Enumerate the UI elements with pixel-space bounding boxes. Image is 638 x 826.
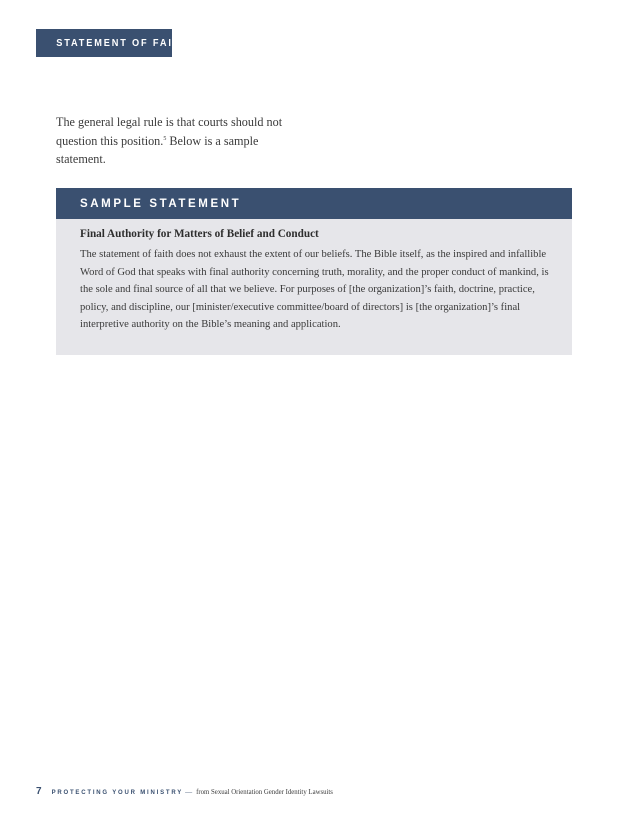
sample-statement-header-label: SAMPLE STATEMENT (80, 197, 242, 210)
footnote-reference[interactable]: 5 (163, 135, 167, 142)
section-tab (36, 29, 189, 57)
footer-subtitle: from Sexual Orientation Gender Identity Lawsuits (196, 789, 333, 796)
sample-statement-text: The statement of faith does not exhaust the extent of our beliefs. The Bible itself, as the inspired and infallible Word of God that speaks with final authority concerning truth, morality, and the proper conduct of mankind, is the sole and final source of all that we believe. For purposes of [the organization]’s faith, doctrine, practice, policy, and discipline, our [minister/executive committee/board of directors] is [the organization]’s final interpretive authority on the Bible’s meaning and application. (80, 249, 549, 331)
intro-paragraph (56, 113, 296, 169)
page-number: 7 (36, 786, 42, 797)
intro-text-continued: Below is a sample statement. (56, 133, 259, 166)
sample-statement-header (56, 188, 572, 219)
sample-statement-body (56, 219, 572, 334)
footer-title: PROTECTING YOUR MINISTRY (51, 790, 184, 796)
footer-dash: — (185, 788, 193, 796)
page-footer (36, 786, 333, 797)
intro-text: The general legal rule is that courts should not question this position. (56, 115, 283, 148)
section-tab-label: STATEMENT OF FAITH (56, 37, 189, 49)
sample-statement-title: Final Authority for Matters of Belief and Conduct (80, 228, 319, 240)
sample-statement-box (56, 188, 572, 355)
